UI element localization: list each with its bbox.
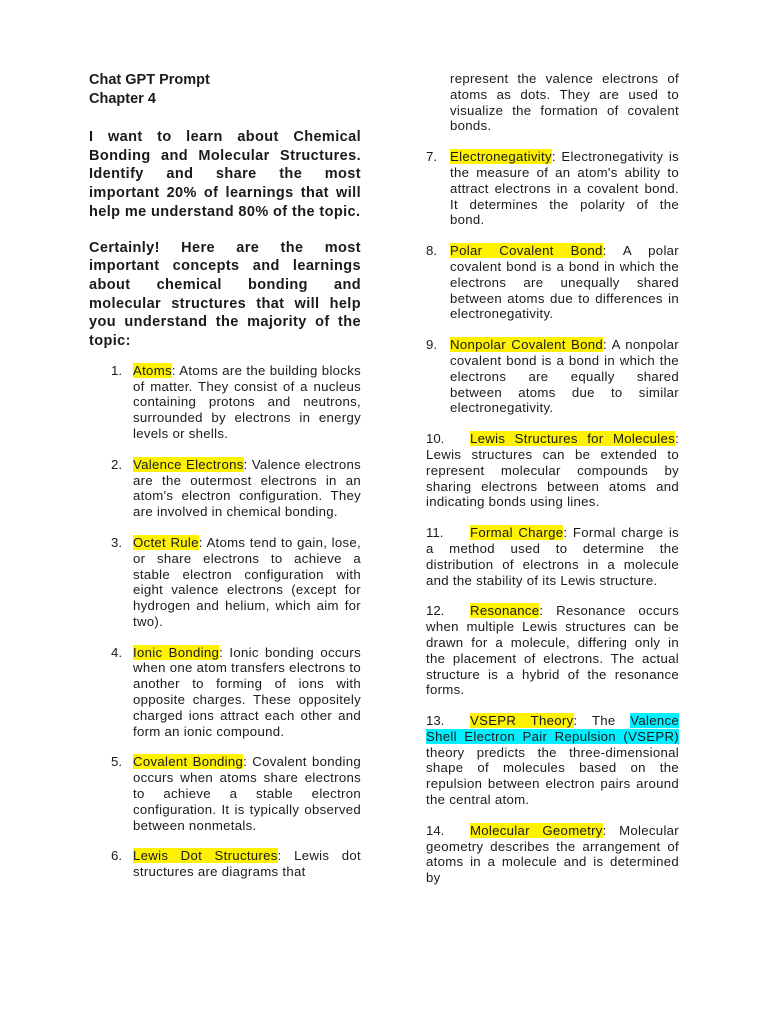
- list-number: 10.: [426, 431, 445, 447]
- list-number: 3.: [111, 534, 122, 550]
- list-item: [89, 363, 361, 442]
- list-item: [426, 713, 679, 808]
- list-number: 8.: [426, 243, 437, 259]
- term-highlight: Electronegativity: [450, 149, 552, 165]
- list-item: [89, 754, 361, 833]
- list-number: 4.: [111, 644, 122, 660]
- term-definition: : Formal charge is a method used to determine the distribution of electrons in a molecule and the stability of its Lewis structure.: [426, 525, 679, 588]
- term-highlight: Octet Rule: [133, 534, 199, 550]
- term-highlight: Lewis Structures for Molecules: [470, 431, 676, 447]
- term-highlight: Resonance: [470, 603, 540, 619]
- term-highlight: Atoms: [133, 362, 172, 378]
- list-item: [426, 243, 679, 322]
- list-number: 12.: [426, 603, 445, 619]
- list-item: [426, 823, 679, 886]
- term-definition: : Atoms are the building blocks of matter. They consist of a nucleus containing protons and neutrons, surrounded by electrons in energy levels or shells.: [133, 362, 361, 441]
- list-item: [89, 535, 361, 630]
- list-number: 1.: [111, 362, 122, 378]
- list-item: [426, 149, 679, 228]
- right-column: [426, 71, 679, 901]
- term-highlight: Molecular Geometry: [470, 822, 603, 838]
- list-item: [89, 457, 361, 520]
- list-number: 11.: [426, 525, 444, 541]
- list-number: 13.: [426, 713, 445, 729]
- term-highlight: Lewis Dot Structures: [133, 848, 278, 864]
- term-highlight: Formal Charge: [470, 525, 564, 541]
- term-definition: : Covalent bonding occurs when atoms share electrons to achieve a stable electron configuration. It is typically observed between nonmetals.: [133, 754, 361, 833]
- term-definition: : Electronegativity is the measure of an atom's ability to attract electrons in a covalent bond. It determines the polarity of the bond.: [450, 149, 679, 228]
- list-number: 9.: [426, 337, 437, 353]
- term-highlight: Polar Covalent Bond: [450, 243, 603, 259]
- term-definition: : Molecular geometry describes the arrangement of atoms in a molecule and is determined by: [426, 822, 679, 886]
- term-definition: : A polar covalent bond is a bond in which the electrons are unequally shared between atoms due to differences in electronegativity.: [450, 243, 679, 322]
- list-item: [426, 337, 679, 416]
- left-list: [89, 363, 361, 880]
- list-item: [426, 525, 679, 588]
- term-highlight: Ionic Bonding: [133, 644, 220, 660]
- item6-continuation: represent the valence electrons of atoms as dots. They are used to visualize the formation of covalent bonds.: [450, 71, 679, 134]
- term-highlight: Covalent Bonding: [133, 754, 244, 770]
- list-item-continuation: [426, 71, 679, 134]
- term-definition: : Atoms tend to gain, lose, or share electrons to achieve a stable electron configuration with eight valence electrons (except for hydrogen and helium, which aim for two).: [133, 534, 361, 629]
- term-definition: : Lewis structures can be extended to represent molecular compounds by sharing electrons between atoms and indicating bonds using lines.: [426, 431, 679, 510]
- list-item: [89, 645, 361, 740]
- doc-title-line1: Chat GPT Prompt: [89, 72, 210, 88]
- answer-intro-paragraph: Certainly! Here are the most important concepts and learnings about chemical bonding and molecular structures that will help you understand the majority of the topic:: [89, 239, 361, 350]
- left-column: [89, 71, 361, 895]
- list-number: 7.: [426, 149, 437, 165]
- term-definition: : A nonpolar covalent bond is a bond in which the electrons are equally shared between atoms due to similar electronegativity.: [450, 337, 679, 416]
- list-item: [426, 603, 679, 698]
- term-definition: : Resonance occurs when multiple Lewis structures can be drawn for a molecule, differing only in the placement of electrons. The actual structure is a hybrid of the resonance forms.: [426, 603, 679, 698]
- term-highlight: Nonpolar Covalent Bond: [450, 337, 604, 353]
- right-list: [426, 71, 679, 886]
- list-item: [89, 848, 361, 880]
- term-definition: : The: [573, 713, 631, 729]
- list-number: 5.: [111, 754, 122, 770]
- term-highlight: VSEPR Theory: [470, 713, 574, 729]
- term-definition: : Lewis dot structures are diagrams that: [133, 848, 361, 880]
- list-item: [426, 431, 679, 510]
- term-definition: : Valence electrons are the outermost electrons in an atom's electron configuration. They are involved in chemical bonding.: [133, 456, 361, 520]
- list-number: 6.: [111, 848, 122, 864]
- list-number: 2.: [111, 456, 122, 472]
- term-definition: theory predicts the three-dimensional shape of molecules based on the repulsion between electron pairs around the central atom.: [426, 744, 679, 808]
- term-highlight: Valence Electrons: [133, 456, 244, 472]
- prompt-paragraph: I want to learn about Chemical Bonding and Molecular Structures. Identify and share the most important 20% of learnings that will help me understand 80% of the topic.: [89, 129, 361, 220]
- doc-title-line2: Chapter 4: [89, 91, 156, 107]
- list-number: 14.: [426, 822, 445, 838]
- term-highlight-cyan: Valence Shell Electron Pair Repulsion (VSEPR): [426, 713, 679, 744]
- term-definition: : Ionic bonding occurs when one atom transfers electrons to another to forming of ions with opposite charges. These oppositely charged ions attract each other and form an ionic compound.: [133, 644, 361, 739]
